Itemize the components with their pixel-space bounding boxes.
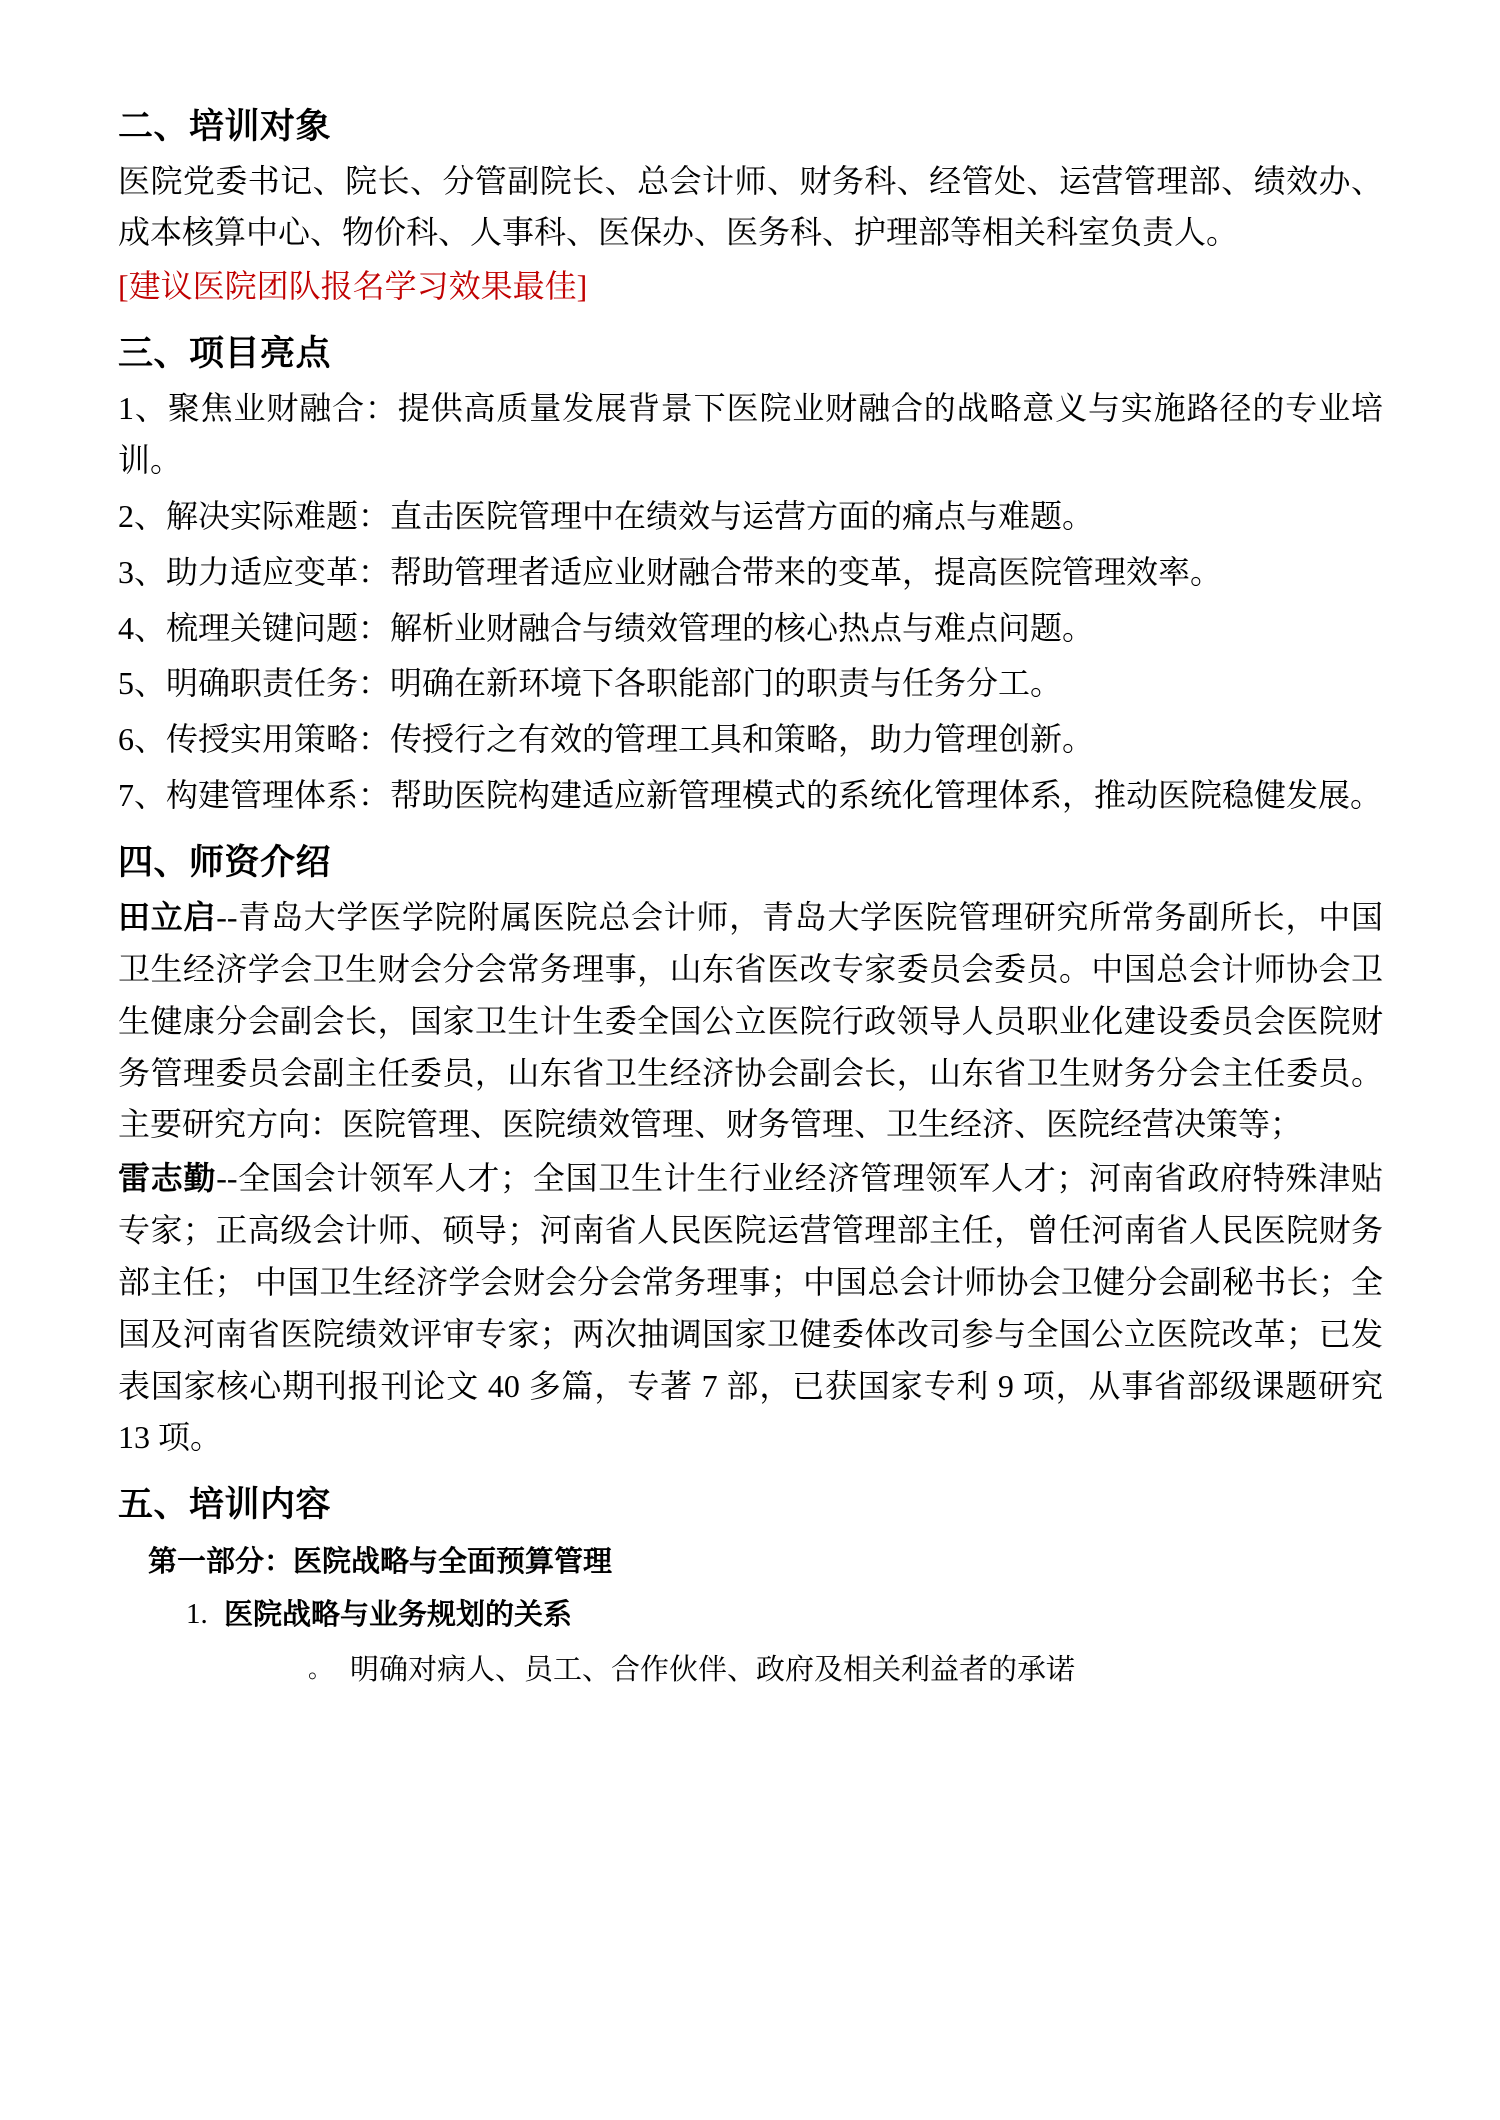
highlight-item: 6、传授实用策略：传授行之有效的管理工具和策略，助力管理创新。 xyxy=(118,721,1095,758)
training-bullet xyxy=(308,1647,1383,1694)
highlight-item: 7、构建管理体系：帮助医院构建适应新管理模式的系统化管理体系，推动医院稳健发展。 xyxy=(118,777,1383,814)
training-topic xyxy=(186,1591,1383,1637)
section-heading-training-content: 五、培训内容 xyxy=(118,1485,332,1526)
topic-title: 医院战略与业务规划的关系 xyxy=(224,1596,573,1631)
training-audience-paragraph: 医院党委书记、院长、分管副院长、总会计师、财务科、经管处、运营管理部、绩效办、成本核算中心、物价科、人事科、医保办、医务科、护理部等相关科室负责人。 xyxy=(118,163,1383,250)
highlight-item: 3、助力适应变革：帮助管理者适应业财融合带来的变革，提高医院管理效率。 xyxy=(118,553,1223,590)
document-body xyxy=(118,104,1383,1694)
faculty-name: 田立启 xyxy=(118,899,217,936)
topic-number: 1. xyxy=(186,1597,208,1630)
faculty-name: 雷志勤 xyxy=(118,1160,217,1197)
section-heading-program-highlights: 三、项目亮点 xyxy=(118,334,332,375)
section-heading-training-audience: 二、培训对象 xyxy=(118,107,332,147)
highlight-item: 5、明确职责任务：明确在新环境下各职能部门的职责与任务分工。 xyxy=(118,665,1063,702)
team-registration-note: [建议医院团队报名学习效果最佳] xyxy=(118,268,588,305)
highlight-item: 1、聚焦业财融合：提供高质量发展背景下医院业财融合的战略意义与实施路径的专业培训。 xyxy=(118,390,1383,479)
faculty-entry xyxy=(118,1153,1383,1464)
bullet-marker-icon: 。 xyxy=(308,1657,332,1684)
highlight-item: 4、梳理关键问题：解析业财融合与绩效管理的核心热点与难点问题。 xyxy=(118,609,1095,646)
faculty-bio: --全国会计领军人才；全国卫生计生行业经济管理领军人才；河南省政府特殊津贴专家；正高级会计师、硕导；河南省人民医院运营管理部主任，曾任河南省人民医院财务部主任； 中国卫生经济学会财会分会常务理事；中国总会计师协会卫健分会副秘书长；全国及河南省医院绩效评审专家；两次抽调国家卫健委体改司参与全国公立医院改革；已发表国家核心期刊报刊论文 40 多篇，专著 7 部，已获国家专利 9 项，从事省部级课题研究 13 项。 xyxy=(118,1160,1383,1456)
training-part-label: 第一部分：医院战略与全面预算管理 xyxy=(148,1544,613,1579)
faculty-entry xyxy=(118,892,1383,1151)
section-heading-faculty: 四、师资介绍 xyxy=(118,842,332,883)
bullet-text: 明确对病人、员工、合作伙伴、政府及相关利益者的承诺 xyxy=(350,1654,1076,1687)
highlight-item: 2、解决实际难题：直击医院管理中在绩效与运营方面的痛点与难题。 xyxy=(118,497,1095,534)
faculty-bio: --青岛大学医学院附属医院总会计师，青岛大学医院管理研究所常务副所长，中国卫生经济学会卫生财会分会常务理事，山东省医改专家委员会委员。中国总会计师协会卫生健康分会副会长，国家卫生计生委全国公立医院行政领导人员职业化建设委员会医院财务管理委员会副主任委员，山东省卫生经济协会副会长，山东省卫生财务分会主任委员。主要研究方向：医院管理、医院绩效管理、财务管理、卫生经济、医院经营决策等； xyxy=(118,899,1383,1143)
